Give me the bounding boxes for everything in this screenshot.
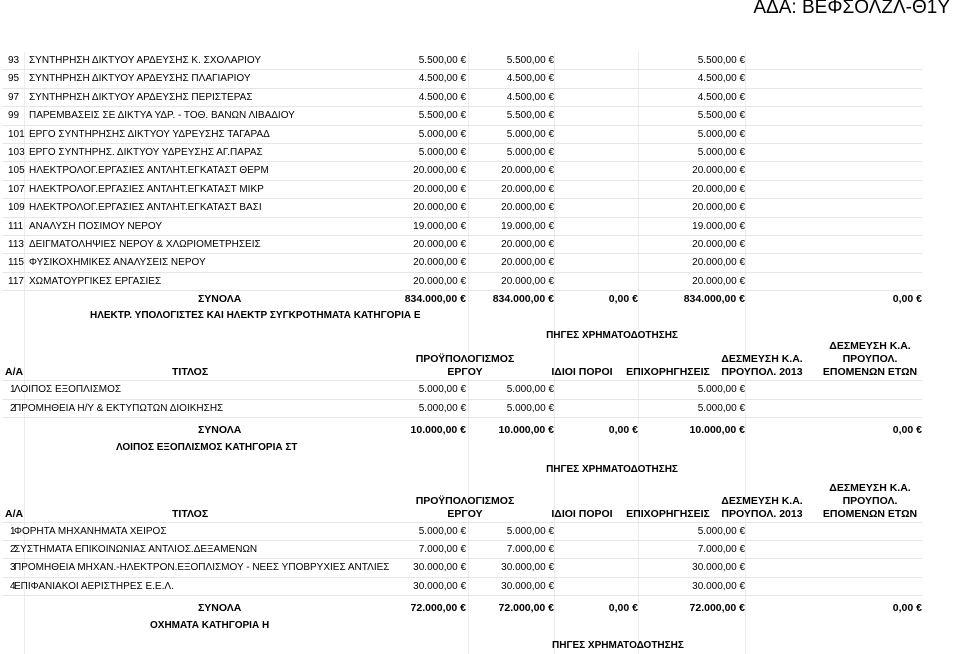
row-own-funds: 20.000,00 €	[501, 165, 554, 177]
funding-sources-row	[2, 637, 922, 654]
table-row	[2, 52, 922, 70]
totals-grants: 0,00 €	[608, 602, 638, 615]
header-aa: Α/Α	[5, 366, 24, 379]
header-next-years: ΔΕΣΜΕΥΣΗ Κ.Α. ΠΡΟΥΠΟΛ. ΕΠΟΜΕΝΩΝ ΕΤΩΝ	[822, 481, 918, 520]
row-commitment: 5.500,00 €	[697, 110, 745, 122]
header-own-funds: ΙΔΙΟΙ ΠΟΡΟΙ	[551, 507, 613, 520]
category-heading: ΛΟΙΠΟΣ ΕΞΟΠΛΙΣΜΟΣ ΚΑΤΗΓΟΡΙΑ ΣΤ	[116, 441, 298, 453]
row-own-funds: 19.000,00 €	[501, 220, 554, 232]
row-number: 2	[10, 402, 16, 414]
row-own-funds: 20.000,00 €	[501, 238, 554, 250]
row-title: ΣΥΝΤΗΡΗΣΗ ΔΙΚΤΥΟΥ ΑΡΔΕΥΣΗΣ Κ. ΣΧΟΛΑΡΙΟΥ	[29, 55, 262, 66]
totals-label: ΣΥΝΟΛΑ	[198, 293, 242, 306]
table-row	[2, 236, 922, 254]
totals-row-1	[2, 291, 922, 308]
row-number: 113	[8, 238, 24, 250]
row-own-funds: 5.000,00 €	[506, 128, 554, 140]
row-number: 1	[10, 384, 16, 396]
table-row	[2, 199, 922, 217]
row-number: 107	[8, 183, 25, 195]
row-budget: 20.000,00 €	[413, 165, 466, 177]
row-budget: 4.500,00 €	[418, 73, 466, 85]
totals-grants: 0,00 €	[608, 424, 638, 437]
row-budget: 4.500,00 €	[418, 91, 466, 103]
row-title: ΧΩΜΑΤΟΥΡΓΙΚΕΣ ΕΡΓΑΣΙΕΣ	[29, 275, 162, 287]
section-1-rows	[2, 52, 922, 291]
table-row	[2, 254, 922, 272]
row-own-funds: 5.500,00 €	[506, 55, 554, 66]
table-row	[2, 273, 922, 291]
row-own-funds: 5.000,00 €	[506, 402, 554, 414]
totals-commitment: 834.000,00 €	[683, 293, 745, 306]
totals-label: ΣΥΝΟΛΑ	[198, 424, 242, 437]
totals-budget: 834.000,00 €	[404, 293, 466, 306]
table-row	[2, 107, 922, 125]
totals-budget: 72.000,00 €	[410, 602, 466, 615]
totals-budget: 10.000,00 €	[410, 424, 466, 437]
row-commitment: 4.500,00 €	[697, 91, 745, 103]
totals-commitment: 72.000,00 €	[689, 602, 745, 615]
row-title: ΗΛΕΚΤΡΟΛΟΓ.ΕΡΓΑΣΙΕΣ ΑΝΤΛΗΤ.ΕΓΚΑΤΑΣΤ ΘΕΡΜ	[29, 165, 269, 177]
row-commitment: 4.500,00 €	[697, 73, 745, 85]
row-commitment: 30.000,00 €	[692, 562, 745, 574]
table-row	[2, 218, 922, 236]
header-budget: ΠΡΟΫΠΟΛΟΓΙΣΜΟΣ ΕΡΓΟΥ	[415, 494, 515, 520]
row-number: 117	[8, 275, 24, 287]
table-row	[2, 400, 922, 418]
funding-sources-label: ΠΗΓΕΣ ΧΡΗΜΑΤΟΔΟΤΗΣΗΣ	[552, 639, 684, 651]
row-budget: 30.000,00 €	[413, 580, 466, 592]
budget-sheet	[2, 52, 922, 654]
row-own-funds: 7.000,00 €	[506, 544, 554, 556]
row-number: 99	[8, 110, 20, 122]
totals-commitment: 10.000,00 €	[689, 424, 745, 437]
table-row	[2, 126, 922, 144]
row-commitment: 5.000,00 €	[697, 402, 745, 414]
row-own-funds: 20.000,00 €	[501, 257, 554, 269]
row-commitment: 7.000,00 €	[697, 544, 745, 556]
row-own-funds: 5.000,00 €	[506, 146, 554, 158]
row-commitment: 20.000,00 €	[692, 275, 745, 287]
row-budget: 5.000,00 €	[418, 525, 466, 537]
totals-next-years: 0,00 €	[892, 602, 922, 615]
table-row	[2, 559, 922, 577]
row-budget: 20.000,00 €	[413, 238, 466, 250]
header-aa: Α/Α	[5, 507, 24, 520]
header-budget: ΠΡΟΫΠΟΛΟΓΙΣΜΟΣ ΕΡΓΟΥ	[415, 353, 515, 379]
row-commitment: 5.000,00 €	[697, 146, 745, 158]
row-budget: 5.000,00 €	[418, 402, 466, 414]
table-row	[2, 89, 922, 107]
header-commitment: ΔΕΣΜΕΥΣΗ Κ.Α. ΠΡΟΥΠΟΛ. 2013	[721, 353, 803, 379]
row-number: 115	[8, 257, 24, 269]
table-row	[2, 523, 922, 541]
totals-own-funds: 834.000,00 €	[492, 293, 554, 306]
section-3-rows	[2, 523, 922, 597]
row-number: 4	[10, 580, 16, 592]
row-own-funds: 20.000,00 €	[501, 275, 554, 287]
row-commitment: 20.000,00 €	[692, 202, 745, 214]
row-title: ΛΟΙΠΟΣ ΕΞΟΠΛΙΣΜΟΣ	[14, 384, 122, 396]
table-row	[2, 381, 922, 399]
row-commitment: 30.000,00 €	[692, 580, 745, 592]
row-budget: 7.000,00 €	[418, 544, 466, 556]
row-budget: 30.000,00 €	[413, 562, 466, 574]
header-own-funds: ΙΔΙΟΙ ΠΟΡΟΙ	[551, 366, 613, 379]
row-title: ΗΛΕΚΤΡΟΛΟΓ.ΕΡΓΑΣΙΕΣ ΑΝΤΛΗΤ.ΕΓΚΑΤΑΣΤ ΜΙΚΡ	[29, 183, 264, 195]
row-budget: 20.000,00 €	[413, 257, 466, 269]
column-header-2	[2, 455, 922, 523]
row-number: 109	[8, 202, 25, 214]
row-own-funds: 20.000,00 €	[501, 202, 554, 214]
row-commitment: 20.000,00 €	[692, 165, 745, 177]
ada-code: ΑΔΑ: ΒΕΦΣΟΛΖΛ-Θ1Υ	[753, 0, 950, 18]
totals-label: ΣΥΝΟΛΑ	[198, 602, 242, 615]
row-number: 2	[10, 544, 16, 556]
row-title: ΔΕΙΓΜΑΤΟΛΗΨΙΕΣ ΝΕΡΟΥ & ΧΛΩΡΙΟΜΕΤΡΗΣΕΙΣ	[29, 238, 261, 250]
row-title: ΠΑΡΕΜΒΑΣΕΙΣ ΣΕ ΔΙΚΤΥΑ ΥΔΡ. - ΤΟΘ. ΒΑΝΩΝ ΛΙΒΑΔΙΟΥ	[29, 110, 295, 122]
table-row	[2, 162, 922, 180]
row-title: ΠΡΟΜΗΘΕΙΑ ΜΗΧΑΝ.-ΗΛΕΚΤΡΟΝ.ΕΞΟΠΛΙΣΜΟΥ - ΝΕΕΣ ΥΠΟΒΡΥΧΙΕΣ ΑΝΤΛΙΕΣ	[14, 562, 390, 574]
column-header-1	[2, 323, 922, 381]
row-own-funds: 5.500,00 €	[506, 110, 554, 122]
row-budget: 5.000,00 €	[418, 146, 466, 158]
row-budget: 20.000,00 €	[413, 202, 466, 214]
header-title: ΤΙΤΛΟΣ	[172, 366, 209, 379]
row-title: ΠΡΟΜΗΘΕΙΑ Η/Υ & ΕΚΤΥΠΩΤΩΝ ΔΙΟΙΚΗΣΗΣ	[14, 402, 224, 414]
header-commitment: ΔΕΣΜΕΥΣΗ Κ.Α. ΠΡΟΥΠΟΛ. 2013	[721, 494, 803, 520]
totals-row-3	[2, 600, 922, 617]
header-grants: ΕΠΙΧΟΡΗΓΗΣΕΙΣ	[626, 366, 710, 379]
table-row	[2, 541, 922, 559]
row-own-funds: 4.500,00 €	[506, 73, 554, 85]
row-title: ΗΛΕΚΤΡΟΛΟΓ.ΕΡΓΑΣΙΕΣ ΑΝΤΛΗΤ.ΕΓΚΑΤΑΣΤ ΒΑΣΙ	[29, 202, 262, 214]
funding-sources-label: ΠΗΓΕΣ ΧΡΗΜΑΤΟΔΟΤΗΣΗΣ	[546, 463, 678, 475]
row-commitment: 20.000,00 €	[692, 183, 745, 195]
table-row	[2, 578, 922, 596]
totals-own-funds: 72.000,00 €	[498, 602, 554, 615]
category-heading: ΗΛΕΚΤΡ. ΥΠΟΛΟΓΙΣΤΕΣ ΚΑΙ ΗΛΕΚΤΡ ΣΥΓΚΡΟΤΗΜΑΤΑ ΚΑΤΗΓΟΡΙΑ Ε	[90, 310, 421, 322]
row-budget: 5.000,00 €	[418, 128, 466, 140]
row-title: ΦΟΡΗΤΑ ΜΗΧΑΝΗΜΑΤΑ ΧΕΙΡΟΣ	[14, 525, 167, 537]
row-number: 1	[10, 525, 16, 537]
row-commitment: 5.000,00 €	[697, 128, 745, 140]
row-number: 111	[8, 220, 24, 232]
row-number: 97	[8, 91, 20, 103]
row-commitment: 5.500,00 €	[697, 55, 745, 66]
row-commitment: 5.000,00 €	[697, 384, 745, 396]
row-budget: 20.000,00 €	[413, 183, 466, 195]
totals-own-funds: 10.000,00 €	[498, 424, 554, 437]
row-own-funds: 4.500,00 €	[506, 91, 554, 103]
row-number: 105	[8, 165, 25, 177]
row-budget: 19.000,00 €	[413, 220, 466, 232]
table-row	[2, 70, 922, 88]
row-commitment: 20.000,00 €	[692, 238, 745, 250]
row-title: ΕΡΓΟ ΣΥΝΤΗΡΗΣΗΣ ΔΙΚΤΥΟΥ ΥΔΡΕΥΣΗΣ ΤΑΓΑΡΑΔ	[29, 128, 270, 140]
row-number: 103	[8, 146, 25, 158]
row-number: 93	[8, 55, 20, 66]
row-budget: 5.500,00 €	[418, 55, 466, 66]
row-title: ΦΥΣΙΚΟΧΗΜΙΚΕΣ ΑΝΑΛΥΣΕΙΣ ΝΕΡΟΥ	[29, 257, 206, 269]
row-own-funds: 5.000,00 €	[506, 525, 554, 537]
row-title: ΣΥΣΤΗΜΑΤΑ ΕΠΙΚΟΙΝΩΝΙΑΣ ΑΝΤΛΙΟΣ.ΔΕΞΑΜΕΝΩΝ	[14, 544, 258, 556]
row-commitment: 19.000,00 €	[692, 220, 745, 232]
section-2-rows	[2, 381, 922, 418]
row-title: ΕΠΙΦΑΝΙΑΚΟΙ ΑΕΡΙΣΤΗΡΕΣ Ε.Ε.Λ.	[14, 580, 174, 592]
category-heading: ΟΧΗΜΑΤΑ ΚΑΤΗΓΟΡΙΑ Η	[150, 619, 270, 631]
row-title: ΣΥΝΤΗΡΗΣΗ ΔΙΚΤΥΟΥ ΑΡΔΕΥΣΗΣ ΠΕΡΙΣΤΕΡΑΣ	[29, 91, 253, 103]
row-title: ΑΝΑΛΥΣΗ ΠΟΣΙΜΟΥ ΝΕΡΟΥ	[29, 220, 163, 232]
row-number: 3	[10, 562, 16, 574]
totals-row-2	[2, 422, 922, 439]
row-number: 101	[8, 128, 25, 140]
table-row	[2, 144, 922, 162]
row-commitment: 5.000,00 €	[697, 525, 745, 537]
totals-next-years: 0,00 €	[892, 424, 922, 437]
row-own-funds: 5.000,00 €	[506, 384, 554, 396]
table-row	[2, 181, 922, 199]
row-own-funds: 30.000,00 €	[501, 562, 554, 574]
row-budget: 5.500,00 €	[418, 110, 466, 122]
row-own-funds: 20.000,00 €	[501, 183, 554, 195]
header-next-years: ΔΕΣΜΕΥΣΗ Κ.Α. ΠΡΟΥΠΟΛ. ΕΠΟΜΕΝΩΝ ΕΤΩΝ	[822, 340, 918, 379]
row-budget: 20.000,00 €	[413, 275, 466, 287]
row-title: ΣΥΝΤΗΡΗΣΗ ΔΙΚΤΥΟΥ ΑΡΔΕΥΣΗΣ ΠΛΑΓΙΑΡΙΟΥ	[29, 73, 251, 85]
totals-grants: 0,00 €	[608, 293, 638, 306]
funding-sources-label: ΠΗΓΕΣ ΧΡΗΜΑΤΟΔΟΤΗΣΗΣ	[546, 330, 678, 342]
row-own-funds: 30.000,00 €	[501, 580, 554, 592]
row-title: ΕΡΓΟ ΣΥΝΤΗΡΗΣ. ΔΙΚΤΥΟΥ ΥΔΡΕΥΣΗΣ ΑΓ.ΠΑΡΑΣ	[29, 146, 263, 158]
header-grants: ΕΠΙΧΟΡΗΓΗΣΕΙΣ	[626, 507, 710, 520]
row-budget: 5.000,00 €	[418, 384, 466, 396]
row-commitment: 20.000,00 €	[692, 257, 745, 269]
header-title: ΤΙΤΛΟΣ	[172, 507, 209, 520]
row-number: 95	[8, 73, 20, 85]
totals-next-years: 0,00 €	[892, 293, 922, 306]
